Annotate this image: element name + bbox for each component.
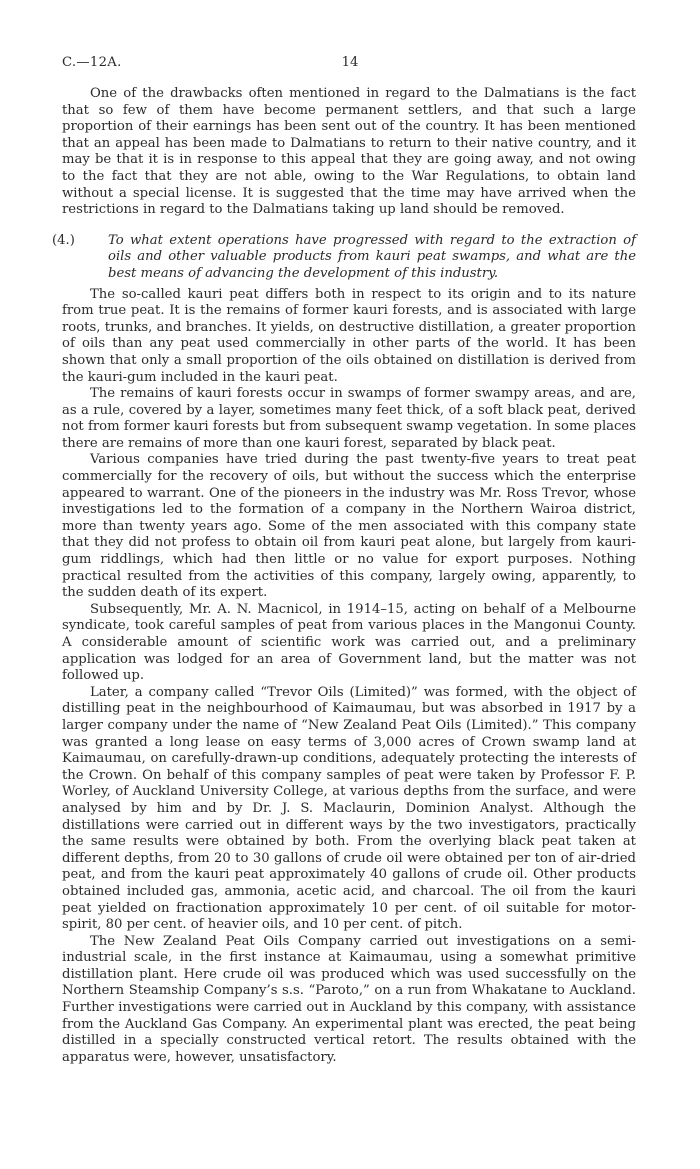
paragraph-peat-oils-investigations: The New Zealand Peat Oils Company carried out investigations on a semi-industrial scale, in the first instance at Kaimaumau, using a somewhat primitive distillation plant. Here crude oil was produced which was used successfully on the Northern Steamship Company’s s.s. “Paroto,” on a run from Whakatane to Auckland. Further investigations were carried out in Auckland by this company, with assistance from the Auckland Gas Company. An experimental plant was erected, the peat being distilled in a specially constructed vertical retort. The results obtained with the apparatus were, however, unsatisfactory. [62, 933, 636, 1065]
page-body [52, 86, 636, 1066]
paragraph-macnicol: Subsequently, Mr. A. N. Macnicol, in 1914–15, acting on behalf of a Melbourne syndicate, took careful samples of peat from various places in the Mangonui County. A considerable amount of scientific work was carried out, and a preliminary application was lodged for an area of Government land, but the matter was not followed up. [62, 601, 636, 684]
page-header [0, 55, 700, 75]
paragraph-kauri-forest-remains: The remains of kauri forests occur in swamps of former swampy areas, and are, as a rule, covered by a layer, sometimes many feet thick, of a soft black peat, derived not from former kauri forests but from subsequent swamp vegetation. In some places there are remains of more than one kauri forest, separated by black peat. [62, 386, 636, 451]
document-reference: C.—12A. [62, 55, 122, 70]
question-label: (4.) [52, 232, 75, 248]
paragraph-kauri-peat-origin: The so-called kauri peat differs both in respect to its origin and to its nature from true peat. It is the remains of former kauri forests, and is associated with large roots, trunks, and branches. It yields, on destructive distillation, a greater proportion of oils than any peat used commercially in other parts of the world. It has been shown that only a small proportion of the oils obtained on distillation is derived from the kauri-gum included in the kauri peat. [62, 286, 636, 385]
paragraph-companies-history: Various companies have tried during the past twenty-five years to treat peat commercially for the recovery of oils, but without the success which the enterprise appeared to warrant. One of the pioneers in the industry was Mr. Ross Trevor, whose investigations led to the formation of a company in the Northern Wairoa district, more than twenty years ago. Some of the men associated with this company state that they did not profess to obtain oil from kauri peat alone, but largely from kauri-gum riddlings, which had then little or no value for export purposes. Nothing practical resulted from the activities of this company, largely owing, apparently, to the sudden death of its expert. [62, 452, 636, 601]
paragraph-trevor-oils: Later, a company called “Trevor Oils (Limited)” was formed, with the object of distilling peat in the neighbourhood of Kaimaumau, but was absorbed in 1917 by a larger company under the name of “New Zealand Peat Oils (Limited).” This company was granted a long lease on easy terms of 3,000 acres of Crown swamp land at Kaimaumau, on carefully-drawn-up conditions, adequately protecting the interests of the Crown. On behalf of this company samples of peat were taken by Professor F. P. Worley, of Auckland University College, at various depths from the surface, and were analysed by him and by Dr. J. S. Maclaurin, Dominion Analyst. Although the distillations were carried out in different ways by the two investigators, practically the same results were obtained by both. From the overlying black peat taken at different depths, from 20 to 30 gallons of crude oil were obtained per ton of air-dried peat, and from the kauri peat approximately 40 gallons of crude oil. Other products obtained included gas, ammonia, acetic acid, and charcoal. The oil from the kauri peat yielded on fractionation approximately 10 per cent. of oil suitable for motor-spirit, 80 per cent. of heavier oils, and 10 per cent. of pitch. [62, 684, 636, 933]
page-number: 14 [341, 55, 359, 70]
question-text: To what extent operations have progressed with regard to the extraction of oils and other valuable products from kauri peat swamps, and what are the best means of advancing the development of this industry. [108, 232, 636, 281]
question-block [52, 232, 636, 283]
paragraph-dalmatians: One of the drawbacks often mentioned in regard to the Dalmatians is the fact that so few of them have become permanent settlers, and that such a large proportion of their earnings has been sent out of the country. It has been mentioned that an appeal has been made to Dalmatians to return to their native country, and it may be that it is in response to this appeal that they are going away, and not owing to the fact that they are not able, owing to the War Regulations, to obtain land without a special license. It is suggested that the time may have arrived when the restrictions in regard to the Dalmatians taking up land should be removed. [62, 86, 636, 218]
